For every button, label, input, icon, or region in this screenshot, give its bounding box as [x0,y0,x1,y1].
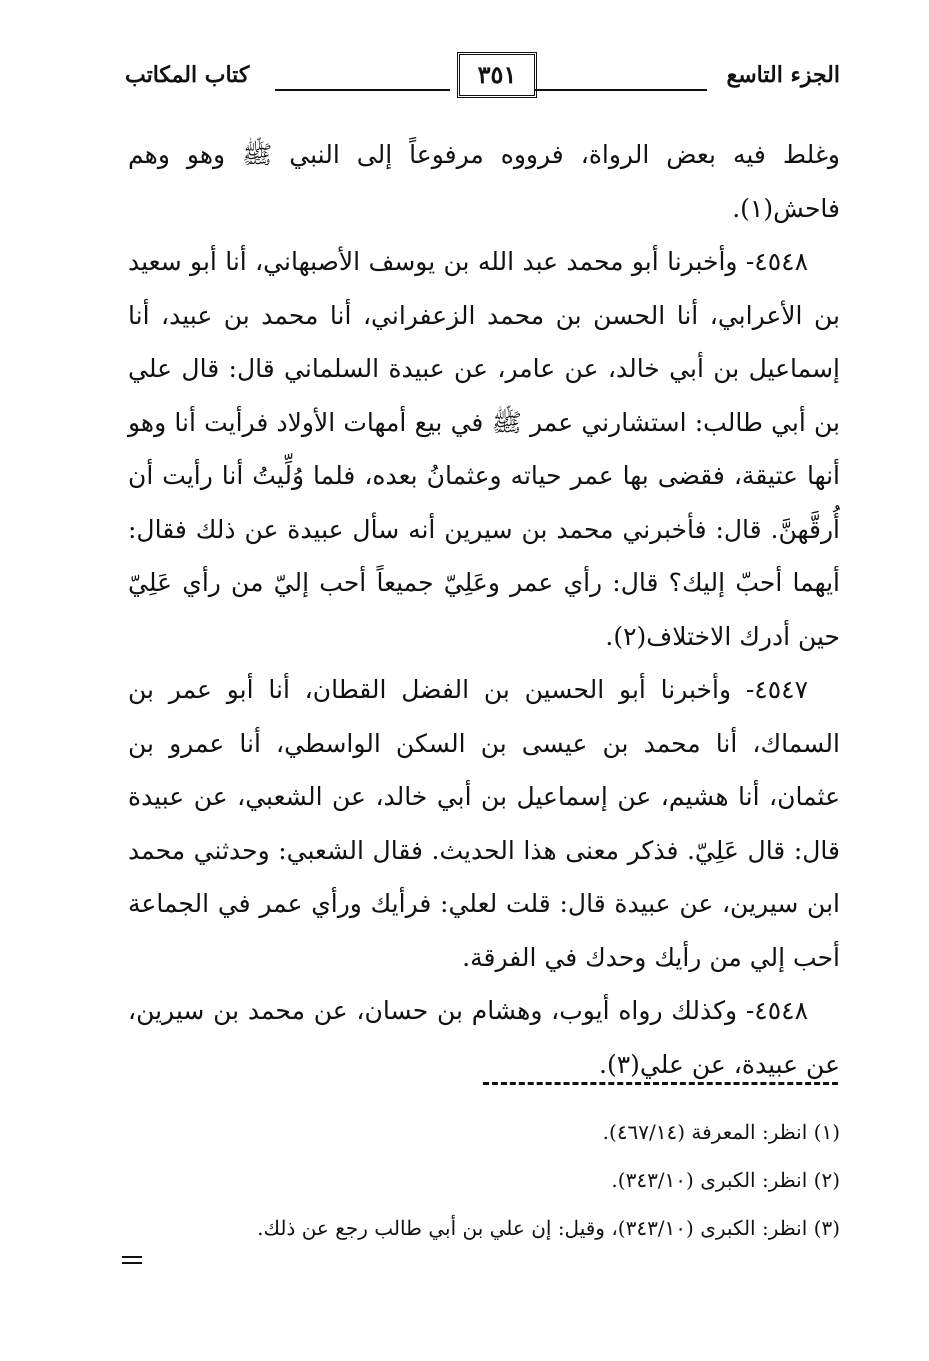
end-of-page-mark [122,1256,142,1268]
footnotes [128,1108,840,1252]
page-header [125,52,840,102]
volume-label: الجزء التاسع [726,62,840,88]
footnote: (٢) انظر: الكبرى (٣٤٣/١٠). [611,1168,840,1192]
header-rule-left [275,89,450,91]
paragraph: ٤٥٤٧- وأخبرنا أبو الحسين بن الفضل القطان، أنا أبو عمر بن السماك، أنا محمد بن عيسى بن السكن الواسطي، أنا عمرو بن عثمان، أنا هشيم، عن إسماعيل بن أبي خالد، عن الشعبي، عن عبيدة قال: قال عَلِيّ. فذكر معنى هذا الحديث. فقال الشعبي: وحدثني محمد ابن سيرين، عن عبيدة قال: قلت لعلي: فرأيك ورأي عمر في الجماعة أحب إلي من رأيك وحدك في الفرقة. [128,675,840,972]
header-rule-right [535,89,707,91]
footnote: (١) انظر: المعرفة (٤٦٧/١٤). [602,1120,840,1144]
paragraph: وغلط فيه بعض الرواة، فرووه مرفوعاً إلى النبي ﷺ وهو وهم فاحش(١). [128,140,840,223]
footnote-separator [483,1082,838,1085]
footnote: (٣) انظر: الكبرى (٣٤٣/١٠)، وقيل: إن علي بن أبي طالب رجع عن ذلك. [257,1216,840,1240]
main-text [128,128,840,1091]
page-number: ٣٥١ [457,52,537,98]
paragraph: ٤٥٤٨- وكذلك رواه أيوب، وهشام بن حسان، عن محمد بن سيرين، عن عبيدة، عن علي(٣). [128,996,840,1079]
book-title: كتاب المكاتب [125,62,250,88]
paragraph: ٤٥٤٨- وأخبرنا أبو محمد عبد الله بن يوسف الأصبهاني، أنا أبو سعيد بن الأعرابي، أنا الحسن بن محمد الزعفراني، أنا محمد بن عبيد، أنا إسماعيل بن أبي خالد، عن عامر، عن عبيدة السلماني قال: قال علي بن أبي طالب: استشارني عمر ﷺ في بيع أمهات الأولاد فرأيت أنا وهو أنها عتيقة، فقضى بها عمر حياته وعثمانُ بعده، فلما وُلِّيتُ أنا رأيت أن أُرقَّهنَّ. قال: فأخبرني محمد بن سيرين أنه سأل عبيدة عن ذلك فقال: أيهما أحبّ إليك؟ قال: رأي عمر وعَلِيّ جميعاً أحب إليّ من رأي عَلِيّ حين أدرك الاختلاف(٢). [128,247,840,651]
